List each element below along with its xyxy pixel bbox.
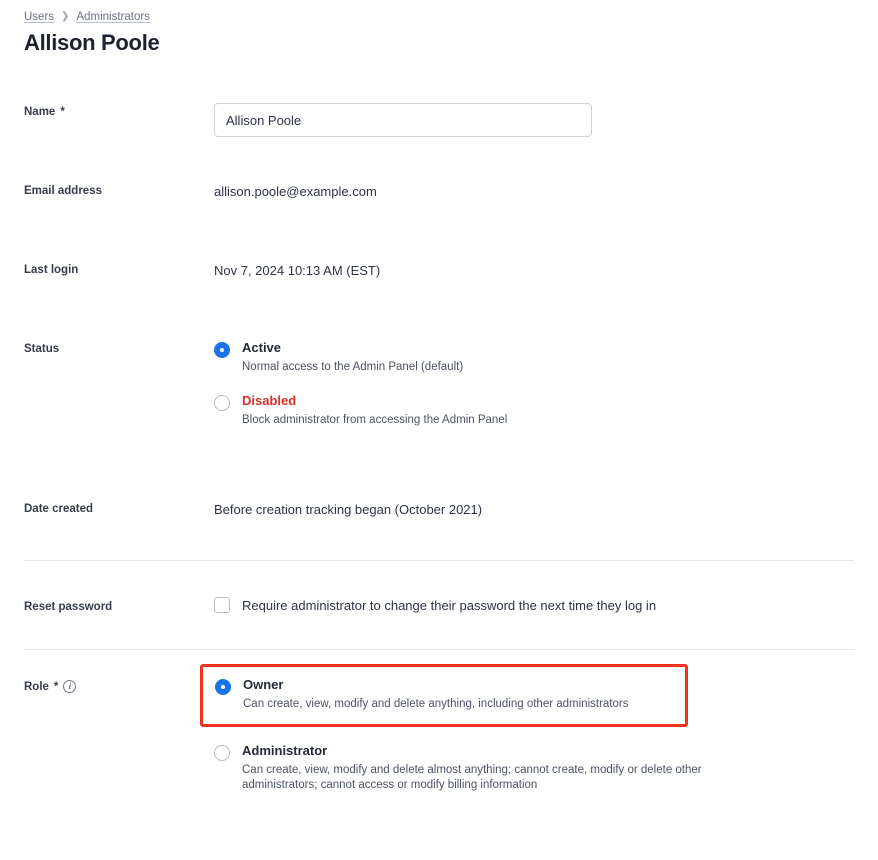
form-row-date-created	[0, 500, 878, 560]
role-option-administrator-text	[242, 743, 762, 793]
role-option-owner-highlight	[200, 664, 688, 727]
field-last-login	[214, 261, 854, 278]
form-row-role	[0, 650, 878, 793]
status-option-disabled-title: Disabled	[242, 393, 297, 408]
status-option-disabled-text	[242, 393, 507, 428]
reset-password-checkbox-label: Require administrator to change their password the next time they log in	[242, 597, 657, 613]
radio-owner-icon[interactable]	[215, 679, 231, 695]
role-option-owner-desc: Can create, view, modify and delete anything, including other administrators	[243, 698, 629, 710]
status-option-disabled-desc: Block administrator from accessing the Admin Panel	[242, 414, 508, 426]
role-option-owner-title: Owner	[243, 677, 284, 692]
label-name	[24, 103, 214, 118]
date-created-value: Before creation tracking began (October 2021)	[214, 502, 483, 517]
role-option-owner[interactable]	[215, 677, 673, 712]
role-option-administrator-desc: Can create, view, modify and delete almost anything; cannot create, modify or delete other administrators; cannot access or modify billing information	[242, 764, 702, 791]
field-email	[214, 182, 854, 199]
radio-administrator-icon[interactable]	[214, 745, 230, 761]
form-row-last-login	[0, 261, 878, 340]
status-option-active[interactable]	[214, 340, 854, 375]
form-row-name	[0, 103, 878, 182]
status-option-active-text	[242, 340, 463, 375]
field-date-created	[214, 500, 854, 517]
email-value: allison.poole@example.com	[214, 184, 377, 199]
label-role-text: Role	[24, 680, 49, 693]
role-option-owner-text	[243, 677, 628, 712]
page-title: Allison Poole	[24, 30, 160, 55]
field-role	[214, 650, 854, 793]
info-icon[interactable]: i	[63, 680, 76, 693]
status-option-active-desc: Normal access to the Admin Panel (default)	[242, 361, 464, 373]
radio-disabled-icon[interactable]	[214, 395, 230, 411]
breadcrumb	[0, 0, 878, 23]
reset-password-checkbox[interactable]	[214, 597, 230, 613]
breadcrumb-link-users[interactable]: Users	[24, 11, 55, 23]
breadcrumb-link-administrators[interactable]: Administrators	[76, 11, 150, 23]
field-status	[214, 340, 854, 428]
role-option-administrator[interactable]	[214, 743, 854, 793]
last-login-value: Nov 7, 2024 10:13 AM (EST)	[214, 263, 381, 278]
radio-active-icon[interactable]	[214, 342, 230, 358]
label-last-login: Last login	[24, 264, 79, 276]
status-option-disabled[interactable]	[214, 393, 854, 428]
name-input[interactable]	[214, 103, 592, 137]
label-date-created: Date created	[24, 503, 94, 515]
user-form	[0, 103, 878, 793]
chevron-right-icon: ❯	[61, 11, 70, 22]
status-option-active-title: Active	[242, 340, 282, 355]
required-marker-name: *	[60, 106, 65, 118]
required-marker-role: *	[53, 680, 59, 693]
form-row-email	[0, 182, 878, 261]
form-row-reset-password	[0, 561, 878, 649]
field-reset-password	[214, 597, 854, 613]
role-option-administrator-title: Administrator	[242, 743, 328, 758]
reset-password-checkbox-wrap[interactable]	[214, 597, 854, 613]
label-status: Status	[24, 343, 60, 355]
form-row-status	[0, 340, 878, 500]
label-name-text: Name	[24, 106, 56, 118]
field-name	[214, 103, 854, 137]
label-role	[24, 650, 214, 693]
label-email: Email address	[24, 185, 102, 197]
label-reset-password: Reset password	[24, 600, 113, 613]
